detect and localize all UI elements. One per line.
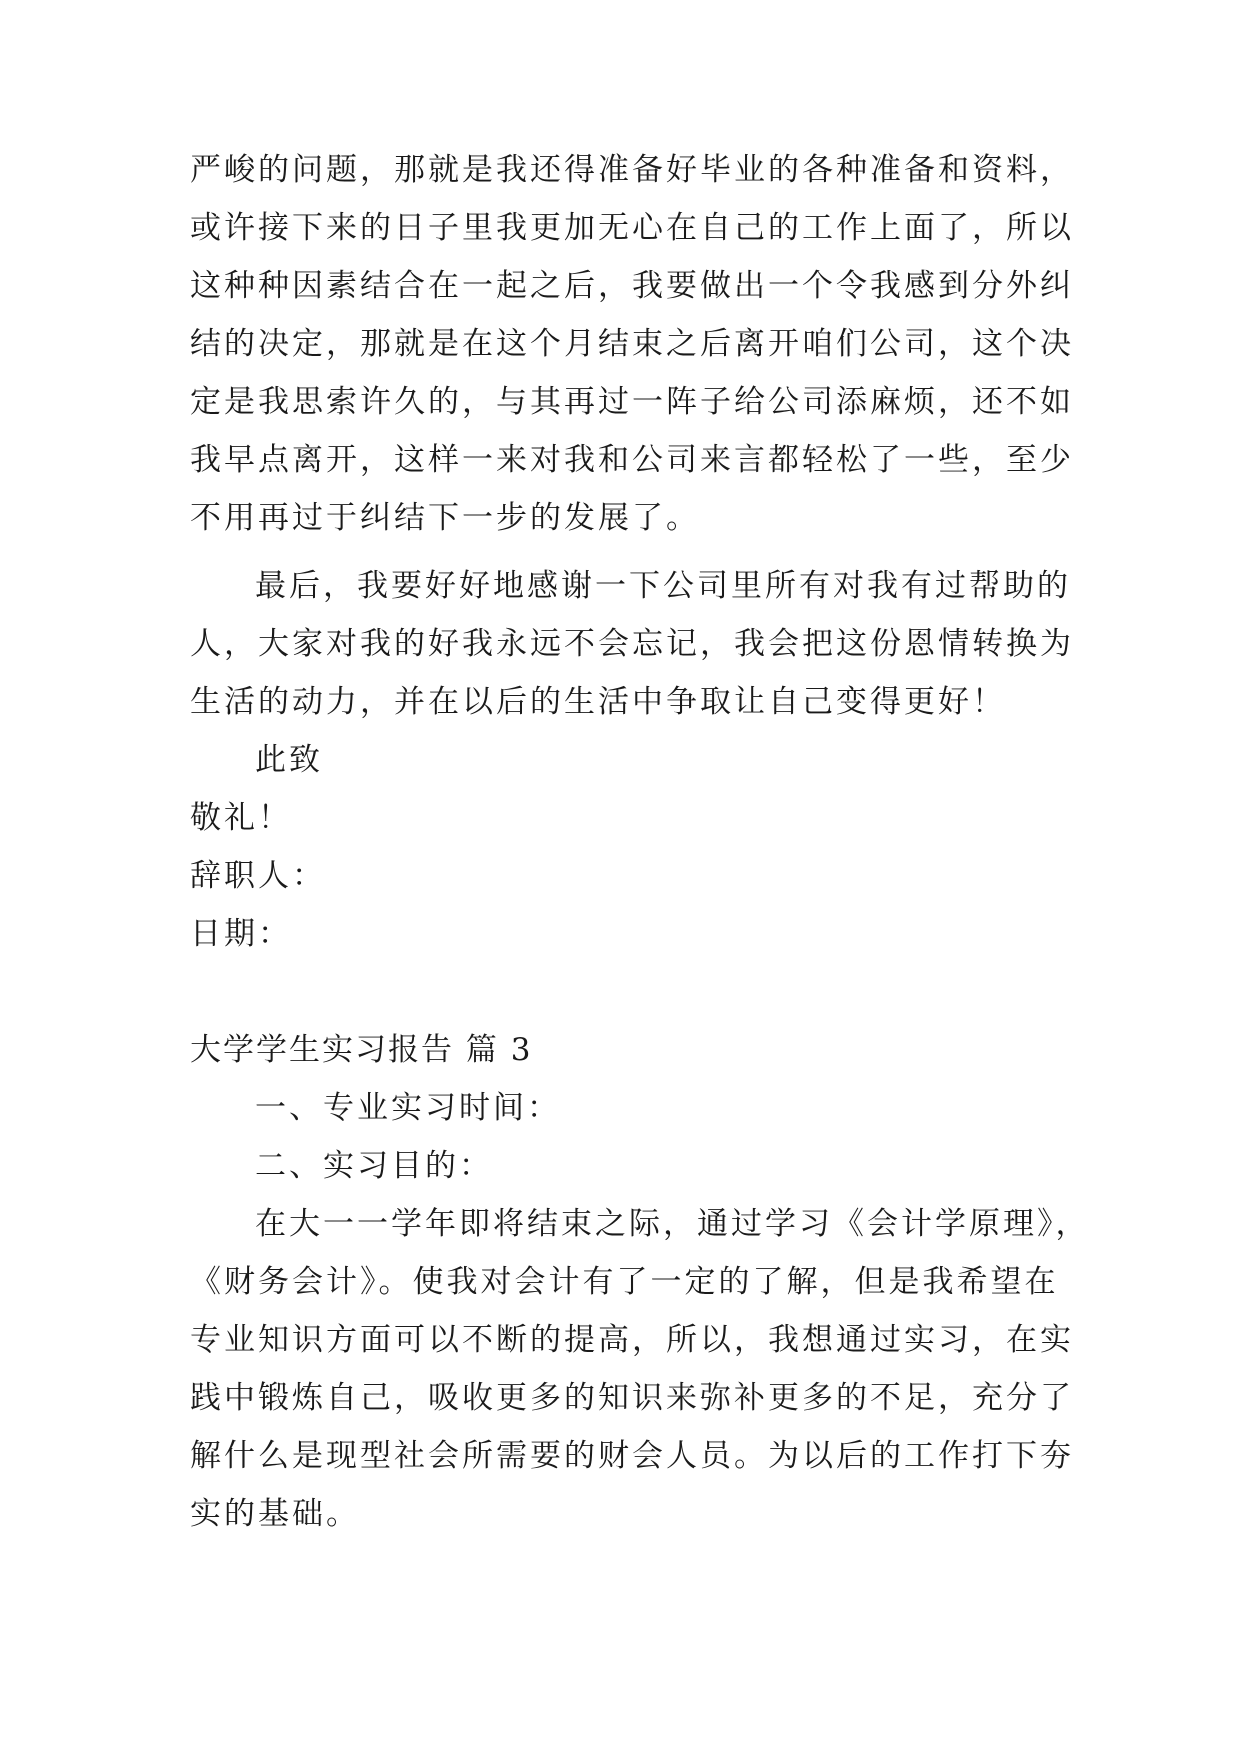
date-label: 日期： — [190, 916, 292, 952]
section-heading: 大学学生实习报告 篇 3 — [190, 1032, 533, 1068]
list-item-internship-time: 一、专业实习时间： — [255, 1090, 561, 1126]
paragraph-line: 定是我思索许久的，与其再过一阵子给公司添麻烦，还不如 — [190, 384, 1074, 420]
paragraph-line: 最后，我要好好地感谢一下公司里所有对我有过帮助的 — [255, 568, 1071, 604]
paragraph-line: 生活的动力，并在以后的生活中争取让自己变得更好！ — [190, 684, 1006, 720]
paragraph-line: 严峻的问题，那就是我还得准备好毕业的各种准备和资料， — [190, 152, 1074, 188]
paragraph-line: 专业知识方面可以不断的提高，所以，我想通过实习，在实 — [190, 1322, 1074, 1358]
paragraph-line: 结的决定，那就是在这个月结束之后离开咱们公司，这个决 — [190, 326, 1074, 362]
paragraph-line: 践中锻炼自己，吸收更多的知识来弥补更多的不足，充分了 — [190, 1380, 1074, 1416]
closing-regards: 敬礼！ — [190, 800, 292, 836]
paragraph-line: 或许接下来的日子里我更加无心在自己的工作上面了，所以 — [190, 210, 1074, 246]
paragraph-line: 在大一一学年即将结束之际，通过学习《会计学原理》， — [255, 1206, 1090, 1242]
paragraph-line: 人，大家对我的好我永远不会忘记，我会把这份恩情转换为 — [190, 626, 1074, 662]
paragraph-line: 解什么是现型社会所需要的财会人员。为以后的工作打下夯 — [190, 1438, 1074, 1474]
paragraph-line: 这种种因素结合在一起之后，我要做出一个令我感到分外纠 — [190, 268, 1074, 304]
paragraph-line: 我早点离开，这样一来对我和公司来言都轻松了一些，至少 — [190, 442, 1074, 478]
list-item-internship-purpose: 二、实习目的： — [255, 1148, 493, 1184]
paragraph-line: 不用再过于纠结下一步的发展了。 — [190, 500, 700, 536]
resigner-label: 辞职人： — [190, 858, 326, 894]
paragraph-line: 《财务会计》。使我对会计有了一定的了解，但是我希望在 — [190, 1264, 1059, 1300]
paragraph-line: 实的基础。 — [190, 1496, 360, 1532]
closing-salutation: 此致 — [255, 742, 323, 778]
